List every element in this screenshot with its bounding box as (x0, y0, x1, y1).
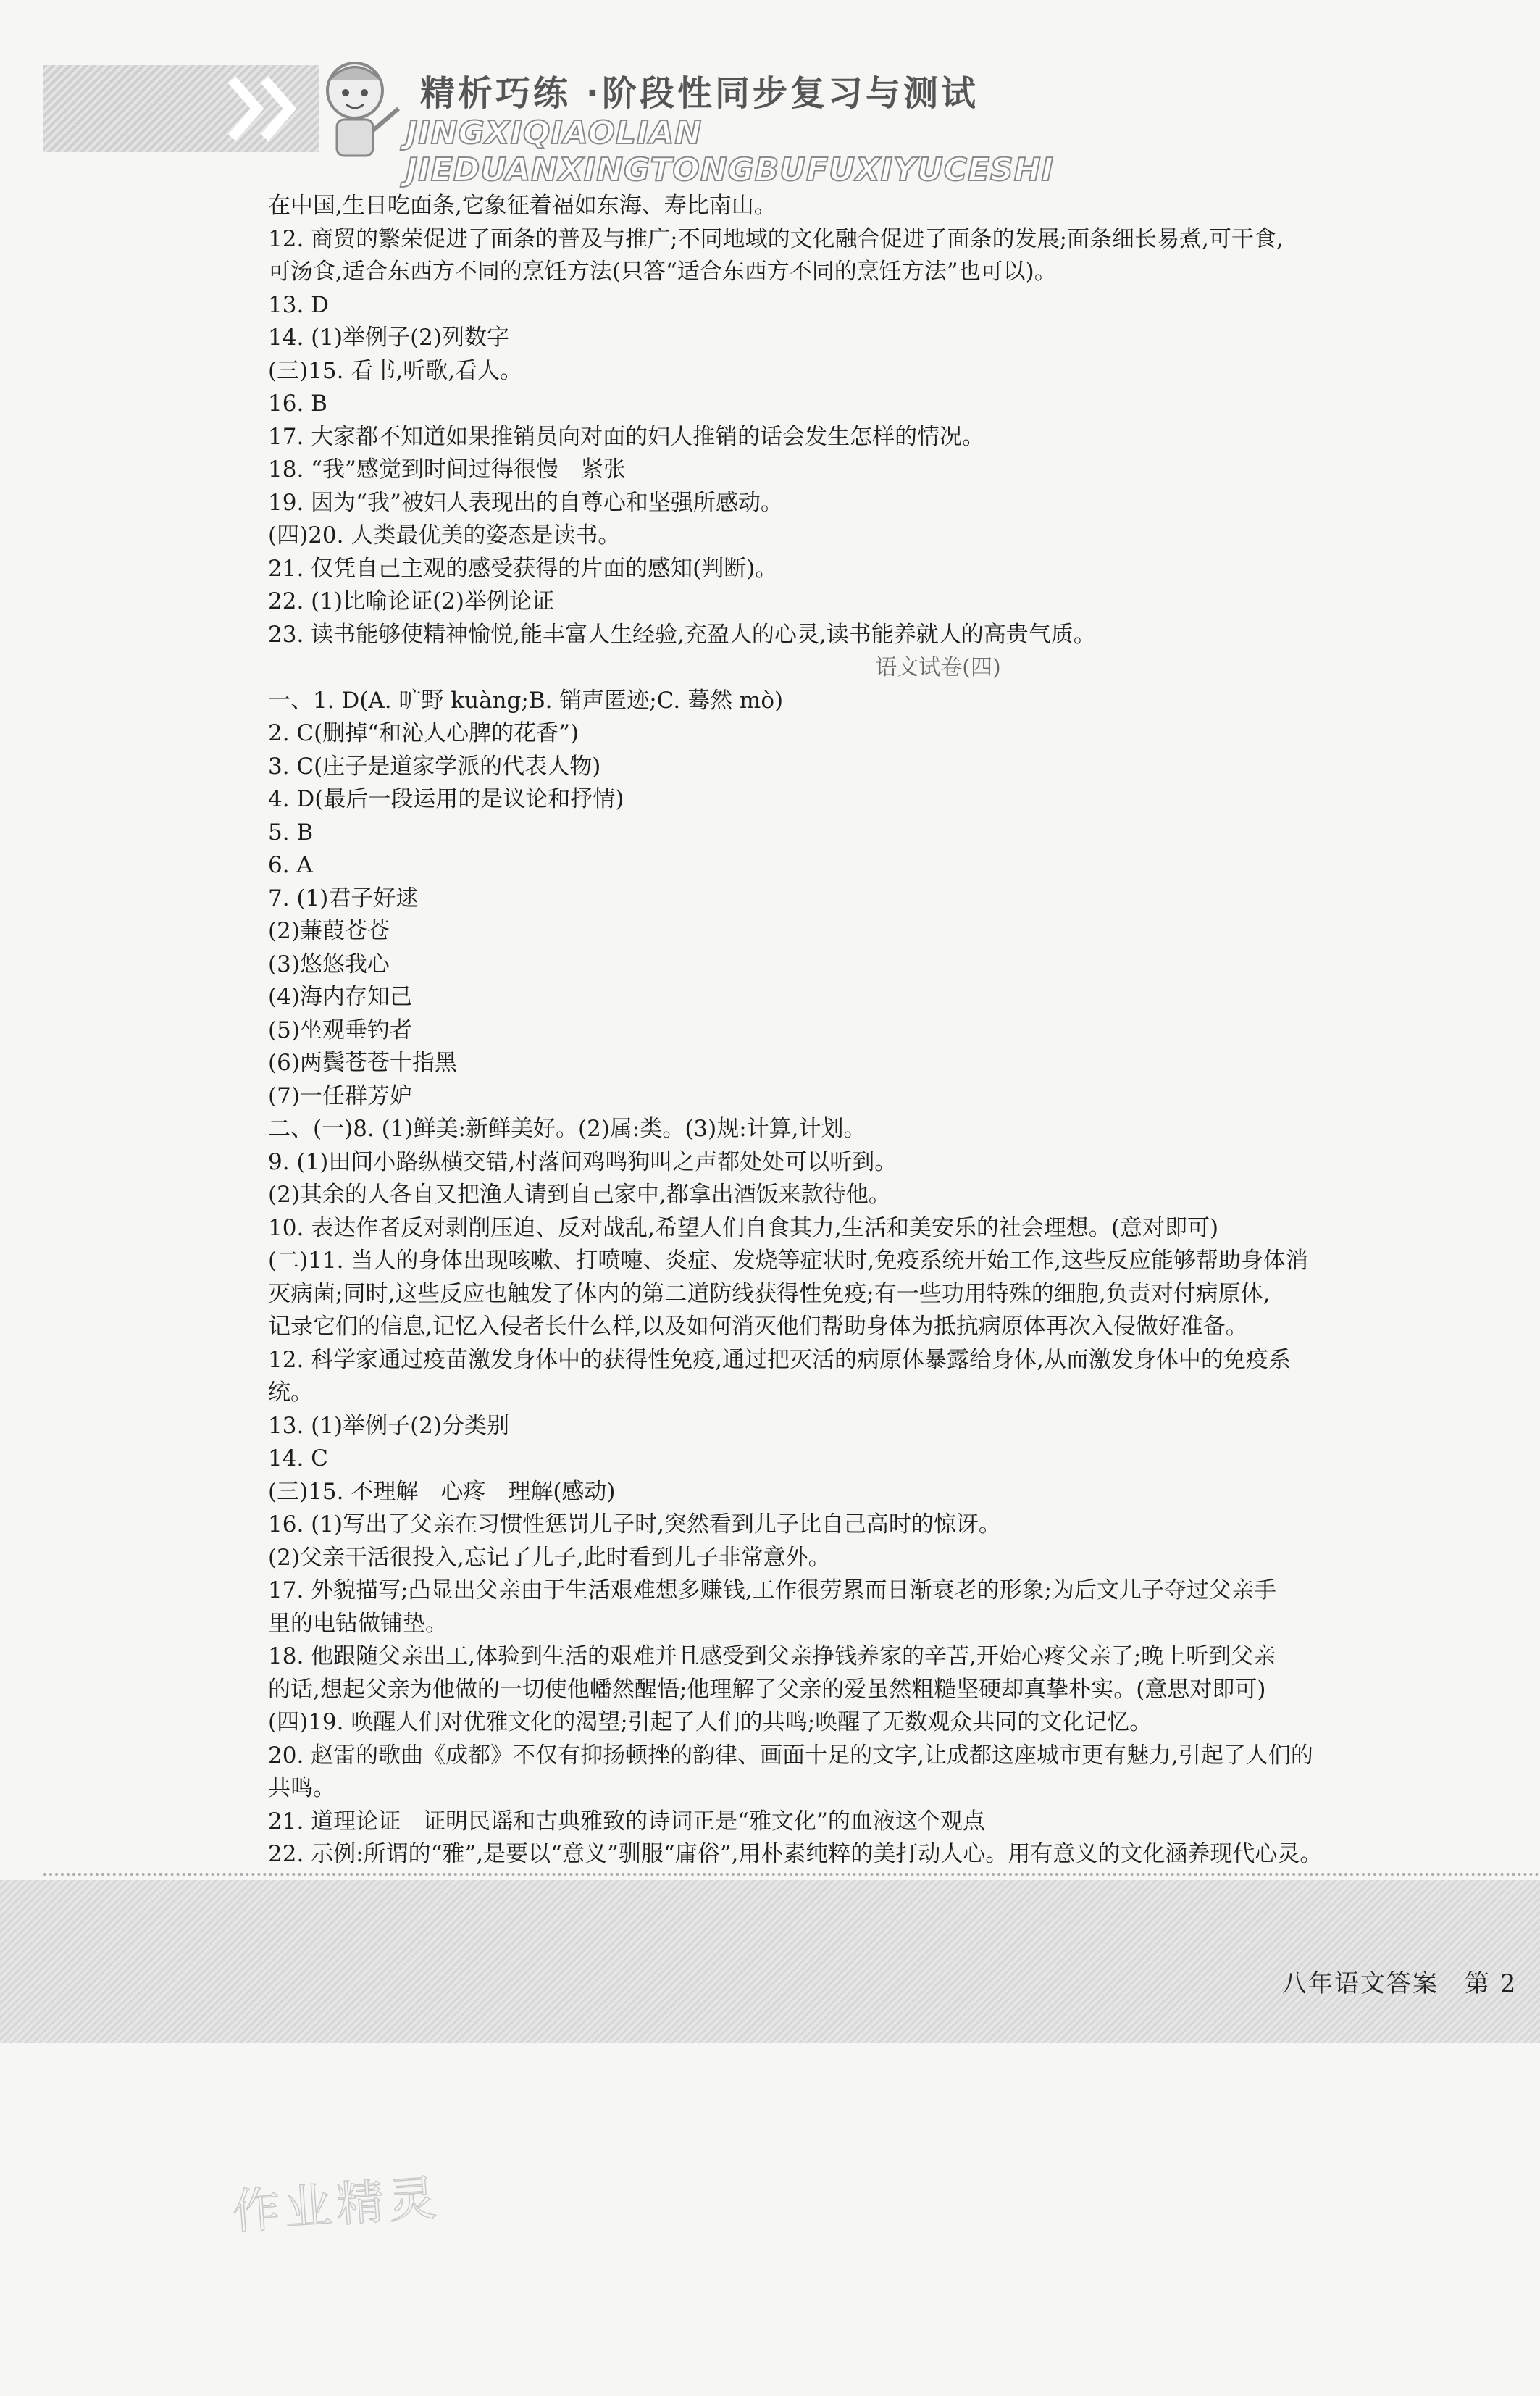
answer-line: (2)父亲干活很投入,忘记了儿子,此时看到儿子非常意外。 (268, 1544, 831, 1571)
answer-line: 里的电钻做铺垫。 (268, 1610, 448, 1637)
answer-line: (2)其余的人各自又把渔人请到自己家中,都拿出酒饭来款待他。 (268, 1182, 891, 1208)
footer-divider (43, 1873, 1540, 1876)
answer-line: 2. C(删掉“和沁人心脾的花香”) (268, 720, 579, 746)
answer-line: 14. (1)举例子(2)列数字 (268, 325, 509, 351)
answer-line: 统。 (268, 1379, 313, 1406)
answer-line: 18. “我”感觉到时间过得很慢 紧张 (268, 456, 626, 483)
answer-line: (二)11. 当人的身体出现咳嗽、打喷嚏、炎症、发烧等症状时,免疫系统开始工作,这些反应能够帮助身体消 (268, 1248, 1309, 1274)
answer-line: 灭病菌;同时,这些反应也触发了体内的第二道防线获得性免疫;有一些功用特殊的细胞,负责对付病原体, (268, 1280, 1271, 1307)
answer-line: 12. 科学家通过疫苗激发身体中的获得性免疫,通过把灭活的病原体暴露给身体,从而激发身体中的免疫系 (268, 1346, 1291, 1373)
answer-line: 二、(一)8. (1)鲜美:新鲜美好。(2)属:类。(3)规:计算,计划。 (268, 1116, 866, 1142)
answer-line: 22. (1)比喻论证(2)举例论证 (268, 588, 554, 614)
answer-line: (7)一任群芳妒 (268, 1082, 412, 1109)
answer-line: 共鸣。 (268, 1775, 335, 1801)
header-subtitle: JINGXIQIAOLIAN JIEDUANXINGTONGBUFUXIYUCESHI (406, 114, 1054, 188)
answer-line: (2)蒹葭苍苍 (268, 918, 390, 944)
answer-line: 10. 表达作者反对剥削压迫、反对战乱,希望人们自食其力,生活和美安乐的社会理想。(意对即可) (268, 1214, 1219, 1241)
answer-line: 21. 仅凭自己主观的感受获得的片面的感知(判断)。 (268, 555, 778, 582)
answer-line: (6)两鬓苍苍十指黑 (268, 1050, 457, 1076)
answer-line: 20. 赵雷的歌曲《成都》不仅有抑扬顿挫的韵律、画面十足的文字,让成都这座城市更有魅力,引起了人们的 (268, 1742, 1313, 1769)
answer-line: 6. A (268, 852, 313, 878)
answer-line: 7. (1)君子好逑 (268, 885, 419, 911)
answer-line: (3)悠悠我心 (268, 951, 390, 977)
answer-line: 可汤食,适合东西方不同的烹饪方法(只答“适合东西方不同的烹饪方法”也可以)。 (268, 259, 1057, 285)
answer-line: 3. C(庄子是道家学派的代表人物) (268, 753, 601, 780)
header-title: 精析巧练 ·阶段性同步复习与测试 (420, 73, 979, 114)
answer-line: 5. B (268, 819, 314, 846)
answer-line: 的话,想起父亲为他做的一切使他幡然醒悟;他理解了父亲的爱虽然粗糙坚硬却真挚朴实。(意思对即可) (268, 1676, 1266, 1703)
answer-line: 记录它们的信息,记忆入侵者长什么样,以及如何消灭他们帮助身体为抵抗病原体再次入侵做好准备。 (268, 1314, 1248, 1340)
answer-line: 19. 因为“我”被妇人表现出的自尊心和坚强所感动。 (268, 489, 783, 516)
watermark: 作业精灵 (230, 2170, 443, 2240)
answer-line: 14. C (268, 1445, 328, 1472)
chevron-right-icon (225, 72, 311, 145)
answer-line: 22. 示例:所谓的“雅”,是要以“意义”驯服“庸俗”,用朴素纯粹的美打动人心。用有意义的文化涵养现代心灵。 (268, 1841, 1323, 1867)
answer-line: 在中国,生日吃面条,它象征着福如东海、寿比南山。 (268, 193, 777, 219)
answer-line: 16. B (268, 391, 327, 417)
answer-line: 一、1. D(A. 旷野 kuàng;B. 销声匿迹;C. 蓦然 mò) (268, 687, 784, 714)
answer-line: 13. D (268, 291, 330, 318)
answer-line: 21. 道理论证 证明民谣和古典雅致的诗词正是“雅文化”的血液这个观点 (268, 1808, 985, 1834)
answer-line: 12. 商贸的繁荣促进了面条的普及与推广;不同地域的文化融合促进了面条的发展;面条细长易煮,可干食, (268, 225, 1284, 252)
answer-line: 18. 他跟随父亲出工,体验到生活的艰难并且感受到父亲挣钱养家的辛苦,开始心疼父亲了;晚上听到父亲 (268, 1643, 1276, 1669)
answer-line: 4. D(最后一段运用的是议论和抒情) (268, 786, 624, 812)
answer-line: 13. (1)举例子(2)分类别 (268, 1412, 509, 1439)
answer-content (268, 190, 1463, 1871)
answer-line: 23. 读书能够使精神愉悦,能丰富人生经验,充盈人的心灵,读书能养就人的高贵气质。 (268, 621, 1096, 648)
answer-line: 9. (1)田间小路纵横交错,村落间鸡鸣狗叫之声都处处可以听到。 (268, 1148, 897, 1175)
answer-line: 17. 大家都不知道如果推销员向对面的妇人推销的话会发生怎样的情况。 (268, 423, 985, 450)
header (43, 51, 1333, 188)
answer-line: (四)20. 人类最优美的姿态是读书。 (268, 522, 621, 548)
answer-line: (四)19. 唤醒人们对优雅文化的渴望;引起了人们的共鸣;唤醒了无数观众共同的文化记忆。 (268, 1709, 1152, 1735)
answer-line: 16. (1)写出了父亲在习惯性惩罚儿子时,突然看到儿子比自己高时的惊讶。 (268, 1511, 1001, 1537)
footer-band (0, 1880, 1540, 2043)
answer-line: (4)海内存知己 (268, 984, 412, 1010)
answer-line: 17. 外貌描写;凸显出父亲由于生活艰难想多赚钱,工作很劳累而日渐衰老的形象;为后文儿子夺过父亲手 (268, 1577, 1276, 1603)
page-footer-label: 八年语文答案 第 2 (1282, 1969, 1518, 1998)
answer-line: (三)15. 看书,听歌,看人。 (268, 357, 523, 384)
mascot-icon (304, 51, 406, 167)
answer-line: (三)15. 不理解 心疼 理解(感动) (268, 1478, 616, 1505)
answer-line: (5)坐观垂钓者 (268, 1017, 412, 1043)
section-title: 语文试卷(四) (875, 655, 1001, 680)
